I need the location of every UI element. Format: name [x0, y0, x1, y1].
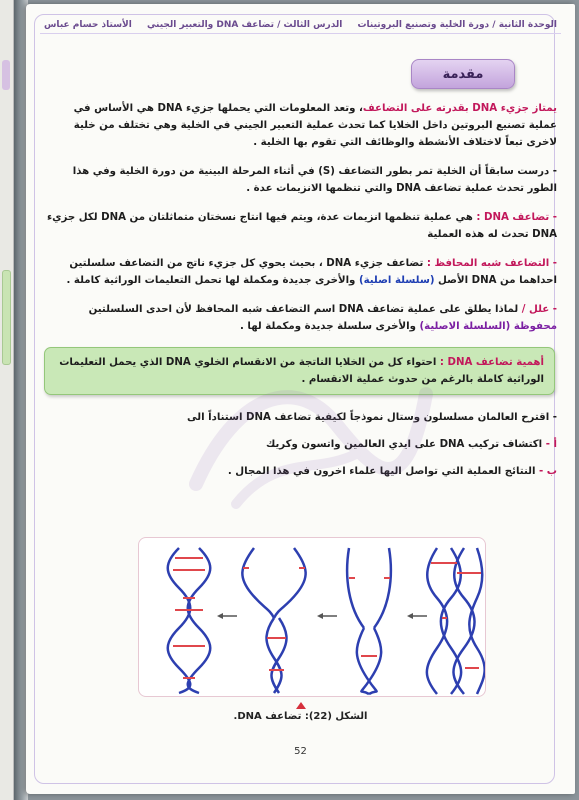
page-header: [40, 16, 561, 34]
helix-stage-4: [427, 548, 485, 694]
item-b-text: النتائج العملية التي تواصل اليها علماء اخرون في هذا المجال .: [227, 466, 539, 477]
intro-paragraph: [44, 100, 557, 151]
why-text: لماذا يطلق على عملية تضاعف DNA اسم التضاعف شبه المحافظ لأن احدى السلسلتين: [88, 304, 519, 315]
why-question: [44, 301, 557, 335]
page-number: 52: [294, 746, 307, 757]
semi-def-a: تضاعف جزيء DNA ، بحيث يحوي كل جزيء ناتج من التضاعف سلسلتين احداهما من DNA الأصل: [69, 258, 557, 286]
item-a-text: اكتشاف تركيب DNA على ايدي العالمين واتسون وكريك: [265, 439, 546, 450]
previous-text: - درست سابقاً أن الخلية تمر بطور التضاعف (S) في أثناء المرحلة البينية من دورة الخلية وفي هذا الطور تحدث عملية تضاعف DNA والتي تنظمها الانزيمات عدة .: [72, 166, 557, 194]
header-teacher: الأستاذ حسام عباس: [44, 19, 132, 30]
dna-replication-figure: [138, 537, 486, 697]
dna-replication-diagram: [139, 538, 485, 696]
semi-highlight: (سلسلة اصلية): [358, 275, 435, 286]
figure-caption: الشكل (22): تضاعف DNA.: [233, 711, 368, 722]
helix-stage-1: [168, 548, 211, 693]
helix-stage-2: [242, 548, 305, 693]
header-unit: الوحدة الثانية / دورة الخلية وتصنيع البروتينات: [357, 19, 557, 30]
intro-lead: يمتاز جزيء DNA بقدرته على التضاعف: [362, 103, 557, 114]
previous-page-edge: [0, 0, 14, 800]
why-term: - علل /: [518, 304, 557, 315]
arrow-2: [317, 613, 337, 619]
previous-page-tab: [2, 60, 10, 90]
replication-def: هي عملية تنظمها انزيمات عدة، ويتم فيها انتاج نسختان متماثلتان من DNA لكل جزيء DNA تحدث له هذه العملية: [46, 212, 557, 240]
header-lesson: الدرس الثالث / تضاعف DNA والتعبير الجيني: [146, 19, 343, 30]
arrow-3: [407, 613, 427, 619]
model-question-text: - اقترح العالمان مسلسلون وستال نموذجاً لكيفية تضاعف DNA استناداً الى: [186, 412, 557, 423]
semi-term: - التضاعف شبه المحافظ :: [426, 258, 557, 269]
caption-pointer-icon: [296, 702, 306, 709]
section-title-badge: [411, 59, 515, 89]
semi-def-b: والأخرى جديدة ومكملة لها تحمل التعليمات الوراثية كاملة .: [66, 275, 359, 286]
importance-text: احتواء كل من الخلايا الناتجة من الانقسام الخلوي DNA الذي يحمل التعليمات الوراثية كاملة بالرغم من حدوث عملية الانقسام .: [59, 357, 544, 385]
section-title: مقدمة: [442, 66, 484, 82]
watermark: [176, 334, 436, 534]
helix-stage-3: [347, 548, 391, 694]
item-a-letter: أ -: [545, 439, 557, 450]
previous-knowledge-paragraph: [44, 163, 557, 197]
why-end: والأخرى سلسلة جديدة ومكملة لها .: [239, 321, 420, 332]
book-page: [26, 4, 575, 794]
replication-definition: [44, 209, 557, 243]
replication-term: - تضاعف DNA :: [476, 212, 557, 223]
why-highlight: محفوظة (السلسلة الاصلية): [419, 321, 557, 332]
importance-term: أهمية تضاعف DNA :: [439, 357, 544, 368]
semi-conservative-definition: [44, 255, 557, 289]
arrow-1: [217, 613, 237, 619]
intro-rest: ، وتعد المعلومات التي يحملها جزيء DNA هي الأساس في عملية تصنيع البروتين داخل الخلايا كما تحدث عملية التعبير الجيني في الخلية وهي تختلف من خلية لاخرى تبعاً لاختلاف الأنشطة والوظائف التي تقوم بها الخلية .: [73, 103, 557, 148]
previous-page-box: [2, 270, 11, 365]
item-b-letter: ب -: [538, 466, 557, 477]
figure-caption-area: [26, 702, 575, 722]
